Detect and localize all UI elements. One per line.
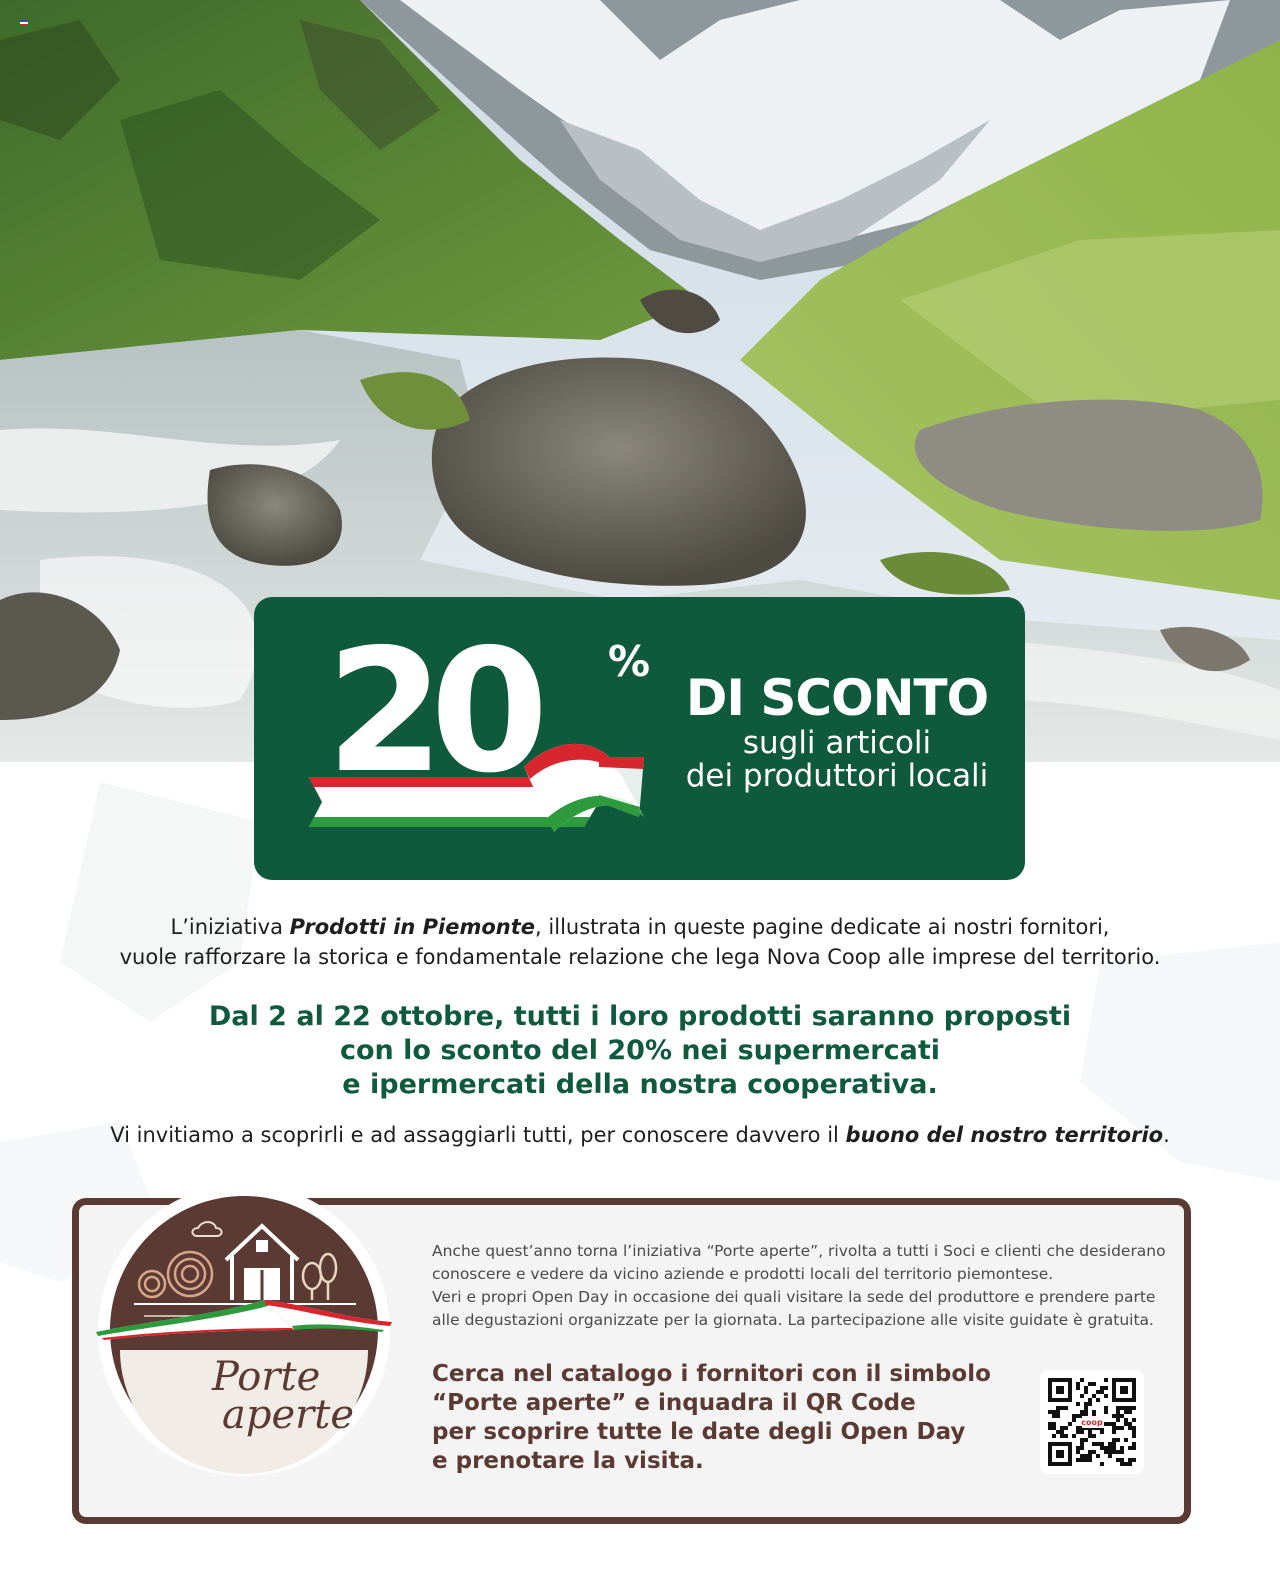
qr-module [1092, 1434, 1096, 1438]
qr-module [1100, 1462, 1104, 1466]
qr-module [1120, 1458, 1124, 1462]
porte-desc-line2: conoscere e vedere da vicino aziende e prodotti locali del territorio piemontese. [432, 1265, 1054, 1283]
qr-module [1064, 1406, 1068, 1410]
qr-module [1056, 1414, 1060, 1418]
qr-module [1132, 1426, 1136, 1430]
qr-module [1128, 1406, 1132, 1410]
qr-module [1124, 1422, 1128, 1426]
qr-module [1060, 1430, 1064, 1434]
qr-module [1080, 1430, 1084, 1434]
qr-module [1112, 1426, 1116, 1430]
porte-cta-line1: Cerca nel catalogo i fornitori con il simbolo [432, 1361, 991, 1387]
invite-post: . [1163, 1123, 1170, 1147]
qr-module [1052, 1434, 1056, 1438]
qr-module [1108, 1454, 1112, 1458]
qr-module [1104, 1378, 1108, 1382]
qr-module [1124, 1418, 1128, 1422]
qr-module [1092, 1450, 1096, 1454]
intro-paragraph [60, 912, 1220, 972]
qr-module [1132, 1430, 1136, 1434]
qr-module [1104, 1410, 1108, 1414]
qr-module [1076, 1386, 1080, 1390]
qr-module [1108, 1422, 1112, 1426]
qr-module [1112, 1446, 1116, 1450]
qr-module [1088, 1450, 1092, 1454]
qr-module [1120, 1414, 1124, 1418]
discount-subtitle-line2: dei produttori locali [685, 758, 989, 794]
porte-desc-line3: Veri e propri Open Day in occasione dei quali visitare la sede del produttore e prendere parte [432, 1288, 1156, 1306]
qr-module [1116, 1410, 1120, 1414]
qr-module [1128, 1462, 1132, 1466]
qr-module [1100, 1442, 1104, 1446]
qr-module [1128, 1426, 1132, 1430]
qr-module [1120, 1462, 1124, 1466]
qr-module [1092, 1394, 1096, 1398]
qr-module [1064, 1434, 1068, 1438]
logo-text-line2: aperte [222, 1392, 354, 1438]
discount-number: 20 [326, 613, 535, 811]
qr-module [1120, 1446, 1124, 1450]
qr-module [1124, 1406, 1128, 1410]
qr-module [1132, 1418, 1136, 1422]
qr-module [1080, 1378, 1084, 1382]
invite-paragraph [60, 1120, 1220, 1150]
qr-module [1112, 1422, 1116, 1426]
qr-module [1104, 1406, 1108, 1410]
porte-desc-line4: alle degustazioni organizzate per la giornata. La partecipazione alle visite guidate è gratuita. [432, 1311, 1154, 1329]
qr-module [1060, 1406, 1064, 1410]
qr-module [1120, 1450, 1124, 1454]
qr-module [1088, 1382, 1092, 1386]
qr-module [1104, 1446, 1108, 1450]
qr-module [1080, 1394, 1084, 1398]
qr-module [1108, 1450, 1112, 1454]
qr-module [1088, 1398, 1092, 1402]
initiative-name: Prodotti in Piemonte [289, 915, 536, 939]
qr-module [1112, 1438, 1116, 1442]
qr-module [1104, 1422, 1108, 1426]
qr-module [1068, 1422, 1072, 1426]
qr-module [1092, 1382, 1096, 1386]
qr-module [1084, 1406, 1088, 1410]
qr-module [1128, 1458, 1132, 1462]
qr-module [1052, 1414, 1056, 1418]
porte-cta-line3: per scoprire tutte le date degli Open Day [432, 1419, 966, 1445]
porte-cta-line2: “Porte aperte” e inquadra il QR Code [432, 1390, 916, 1416]
qr-module [1072, 1414, 1076, 1418]
qr-module [1116, 1418, 1120, 1422]
porte-cta-line4: e prenotare la visita. [432, 1448, 704, 1474]
qr-module [1116, 1438, 1120, 1442]
qr-module [1124, 1438, 1128, 1442]
qr-module [1108, 1446, 1112, 1450]
qr-module [1084, 1458, 1088, 1462]
qr-code[interactable] [1040, 1370, 1144, 1474]
qr-module [1080, 1446, 1084, 1450]
qr-module [1088, 1434, 1092, 1438]
qr-label: coop [1081, 1418, 1103, 1427]
flag-mini-icon [20, 20, 28, 26]
qr-module [1100, 1446, 1104, 1450]
qr-module [1076, 1414, 1080, 1418]
qr-module [1052, 1426, 1056, 1430]
qr-module [1088, 1430, 1092, 1434]
discount-banner [254, 597, 1025, 880]
qr-module [1132, 1446, 1136, 1450]
qr-module [1056, 1410, 1060, 1414]
qr-module [1060, 1426, 1064, 1430]
porte-aperte-description [432, 1240, 1172, 1332]
qr-module [1080, 1442, 1084, 1446]
intro-line1 [60, 912, 1220, 942]
qr-module [1096, 1442, 1100, 1446]
qr-module [1076, 1446, 1080, 1450]
porte-desc-line1: Anche quest’anno torna l’iniziativa “Porte aperte”, rivolta a tutti i Soci e clienti che desiderano [432, 1242, 1166, 1260]
qr-module [1080, 1458, 1084, 1462]
discount-subtitle [672, 727, 1002, 793]
highlight-line1: Dal 2 al 22 ottobre, tutti i loro prodotti saranno proposti [208, 1001, 1072, 1032]
qr-module [1120, 1426, 1124, 1430]
qr-module [1056, 1430, 1060, 1434]
qr-module [1128, 1410, 1132, 1414]
qr-module [1112, 1414, 1116, 1418]
qr-module [1076, 1458, 1080, 1462]
qr-code-image[interactable] [1040, 1370, 1144, 1474]
qr-module [1096, 1398, 1100, 1402]
qr-module [1048, 1422, 1052, 1426]
qr-module [1132, 1434, 1136, 1438]
qr-module [1084, 1386, 1088, 1390]
percent-sign: % [608, 637, 651, 686]
qr-module [1116, 1406, 1120, 1410]
qr-module [1104, 1394, 1108, 1398]
promo-dates-highlight [120, 1000, 1160, 1102]
qr-module [1132, 1406, 1136, 1410]
qr-module [1088, 1454, 1092, 1458]
intro-line2: vuole rafforzare la storica e fondamentale relazione che lega Nova Coop alle imprese del territorio. [119, 945, 1161, 969]
qr-module [1072, 1418, 1076, 1422]
qr-module [1080, 1438, 1084, 1442]
qr-module [1052, 1422, 1056, 1426]
qr-module [1048, 1410, 1052, 1414]
qr-module [1112, 1450, 1116, 1454]
qr-module [1092, 1442, 1096, 1446]
qr-module [1060, 1434, 1064, 1438]
qr-module [1084, 1402, 1088, 1406]
qr-module [1088, 1458, 1092, 1462]
qr-module [1048, 1426, 1052, 1430]
qr-module [1080, 1454, 1084, 1458]
qr-module [1124, 1462, 1128, 1466]
qr-module [1076, 1450, 1080, 1454]
qr-module [1112, 1430, 1116, 1434]
qr-module [1132, 1458, 1136, 1462]
qr-module [1096, 1390, 1100, 1394]
discount-subtitle-line1: sugli articoli [742, 725, 932, 761]
qr-module [1076, 1382, 1080, 1386]
qr-module [1100, 1390, 1104, 1394]
qr-module [1052, 1410, 1056, 1414]
intro-line1-pre: L’iniziativa [170, 915, 290, 939]
qr-module [1084, 1410, 1088, 1414]
qr-module [1128, 1446, 1132, 1450]
qr-module [1108, 1442, 1112, 1446]
porte-aperte-cta [432, 1360, 1012, 1476]
qr-module [1132, 1442, 1136, 1446]
qr-module [1104, 1386, 1108, 1390]
qr-module [1092, 1410, 1096, 1414]
qr-module [1080, 1410, 1084, 1414]
qr-module [1088, 1402, 1092, 1406]
qr-module [1104, 1450, 1108, 1454]
qr-module [1116, 1414, 1120, 1418]
intro-line1-post: , illustrata in queste pagine dedicate ai nostri fornitori, [535, 915, 1110, 939]
qr-module [1116, 1458, 1120, 1462]
qr-module [1120, 1406, 1124, 1410]
invite-pre: Vi invitiamo a scoprirli e ad assaggiarli tutti, per conoscere davvero il [110, 1123, 846, 1147]
qr-module [1084, 1454, 1088, 1458]
invite-emphasis: buono del nostro territorio [845, 1123, 1164, 1147]
qr-module [1100, 1430, 1104, 1434]
discount-headline: DI SCONTO [685, 669, 989, 727]
qr-module [1056, 1406, 1060, 1410]
qr-module [1076, 1426, 1080, 1430]
qr-module [1100, 1386, 1104, 1390]
qr-module [1096, 1454, 1100, 1458]
qr-module [1076, 1430, 1080, 1434]
qr-module [1084, 1438, 1088, 1442]
qr-module [1128, 1422, 1132, 1426]
logo-text-line1: Porte [212, 1354, 321, 1400]
highlight-line2: con lo sconto del 20% nei supermercati [340, 1035, 940, 1066]
qr-module [1124, 1410, 1128, 1414]
qr-module [1084, 1390, 1088, 1394]
qr-module [1072, 1434, 1076, 1438]
qr-module [1112, 1442, 1116, 1446]
qr-module [1116, 1450, 1120, 1454]
highlight-line3: e ipermercati della nostra cooperativa. [342, 1069, 938, 1100]
qr-module [1076, 1402, 1080, 1406]
porte-aperte-logo [94, 1180, 394, 1480]
qr-module [1064, 1426, 1068, 1430]
qr-module [1116, 1426, 1120, 1430]
